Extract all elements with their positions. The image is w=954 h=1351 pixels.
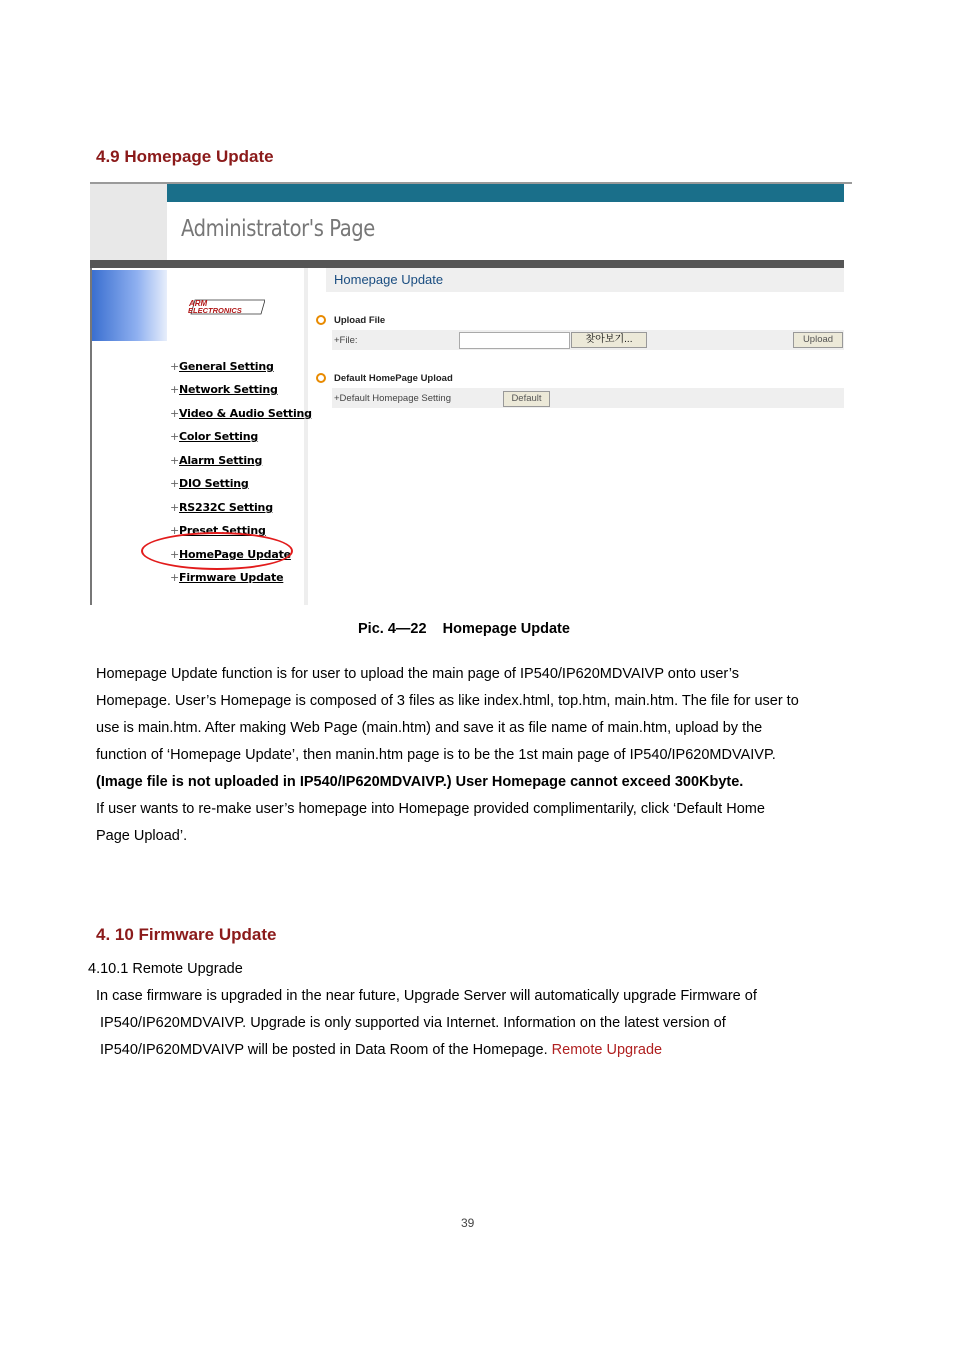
para-line-text: IP540/IP620MDVAIVP will be posted in Data Room of the Homepage.: [96, 1042, 552, 1058]
para-line: Page Upload’.: [96, 828, 188, 844]
arm-electronics-logo: [185, 296, 265, 318]
default-setting-label: +Default Homepage Setting: [334, 393, 451, 404]
left-border: [90, 268, 92, 605]
default-upload-label: Default HomePage Upload: [334, 373, 453, 384]
logo-gradient-panel: [92, 270, 167, 341]
upload-button[interactable]: Upload: [793, 332, 843, 348]
para-line: IP540/IP620MDVAIVP. Upgrade is only supported via Internet. Information on the latest version of: [96, 1015, 726, 1031]
homepage-update-description: [96, 661, 799, 850]
menu-plus-icon: +: [170, 407, 180, 420]
menu-item-label: General Setting: [179, 360, 274, 373]
upload-bullet-icon: [316, 315, 326, 325]
menu-item-label: Network Setting: [179, 383, 278, 396]
menu-plus-icon: +: [170, 477, 180, 490]
menu-item-dio-setting[interactable]: [170, 477, 249, 490]
menu-plus-icon: +: [170, 360, 180, 373]
menu-item-video-audio-setting[interactable]: [170, 407, 312, 420]
para-line: Homepage Update function is for user to upload the main page of IP540/IP620MDVAIVP onto user’s: [96, 666, 739, 682]
menu-item-alarm-setting[interactable]: [170, 454, 262, 467]
para-line: If user wants to re-make user’s homepage into Homepage provided complimentarily, click ‘Default Home: [96, 801, 765, 817]
para-warning-line: (Image file is not uploaded in IP540/IP620MDVAIVP.) User Homepage cannot exceed 300Kbyte.: [96, 774, 744, 790]
para-line: Homepage. User’s Homepage is composed of 3 files as like index.html, top.htm, main.htm. The file for user to: [96, 693, 799, 709]
menu-item-label: Firmware Update: [179, 571, 284, 584]
menu-item-label: Video & Audio Setting: [179, 407, 312, 420]
figure-caption: Pic. 4—22 Homepage Update: [358, 621, 570, 637]
menu-plus-icon: +: [170, 454, 180, 467]
header-teal-bar: [167, 184, 844, 202]
svg-text:ELECTRONICS: ELECTRONICS: [188, 306, 242, 315]
file-input[interactable]: [459, 332, 570, 349]
menu-plus-icon: +: [170, 548, 180, 561]
highlight-circle: [141, 532, 293, 570]
page-number: 39: [461, 1216, 475, 1230]
menu-item-general-setting[interactable]: [170, 360, 274, 373]
menu-item-firmware-update[interactable]: [170, 571, 283, 584]
upload-file-label: Upload File: [334, 315, 386, 326]
menu-plus-icon: +: [170, 524, 180, 537]
admin-page-screenshot: [90, 182, 852, 605]
para-line: [96, 1037, 757, 1064]
content-title: Homepage Update: [334, 272, 444, 287]
svg-text:ARM: ARM: [189, 299, 208, 308]
remote-upgrade-link[interactable]: Remote Upgrade: [551, 1042, 663, 1058]
menu-item-label: DIO Setting: [179, 477, 249, 490]
para-line: function of ‘Homepage Update’, then manin.htm page is to be the 1st main page of IP540/IP620MDVAIVP.: [96, 747, 776, 763]
menu-plus-icon: +: [170, 571, 180, 584]
browse-button[interactable]: 찾아보기...: [571, 332, 647, 348]
menu-item-label: Alarm Setting: [179, 454, 263, 467]
default-bullet-icon: [316, 373, 326, 383]
menu-plus-icon: +: [170, 430, 180, 443]
header-left-panel: [90, 184, 167, 260]
menu-item-label: HomePage Update: [179, 548, 291, 561]
menu-separator: [304, 268, 308, 605]
file-label: +File:: [334, 335, 358, 346]
default-button[interactable]: Default: [503, 391, 550, 407]
section-heading-homepage-update: 4.9 Homepage Update: [96, 147, 274, 166]
menu-item-label: Color Setting: [179, 430, 259, 443]
para-line: In case firmware is upgraded in the near future, Upgrade Server will automatically upgrade Firmware of: [96, 988, 757, 1004]
menu-item-label: Preset Setting: [179, 524, 266, 537]
menu-item-color-setting[interactable]: [170, 430, 258, 443]
firmware-update-description: [96, 983, 757, 1064]
menu-item-rs232c-setting[interactable]: [170, 501, 273, 514]
menu-item-network-setting[interactable]: [170, 383, 278, 396]
subheading-remote-upgrade: 4.10.1 Remote Upgrade: [88, 961, 243, 977]
menu-plus-icon: +: [170, 383, 180, 396]
header-dark-bar: [90, 260, 844, 268]
admin-page-title: Administrator's Page: [181, 216, 375, 242]
menu-plus-icon: +: [170, 501, 180, 514]
para-line: use is main.htm. After making Web Page (main.htm) and save it as file name of main.htm, upload by the: [96, 720, 763, 736]
section-heading-firmware-update: 4. 10 Firmware Update: [96, 925, 277, 944]
menu-item-label: RS232C Setting: [179, 501, 273, 514]
